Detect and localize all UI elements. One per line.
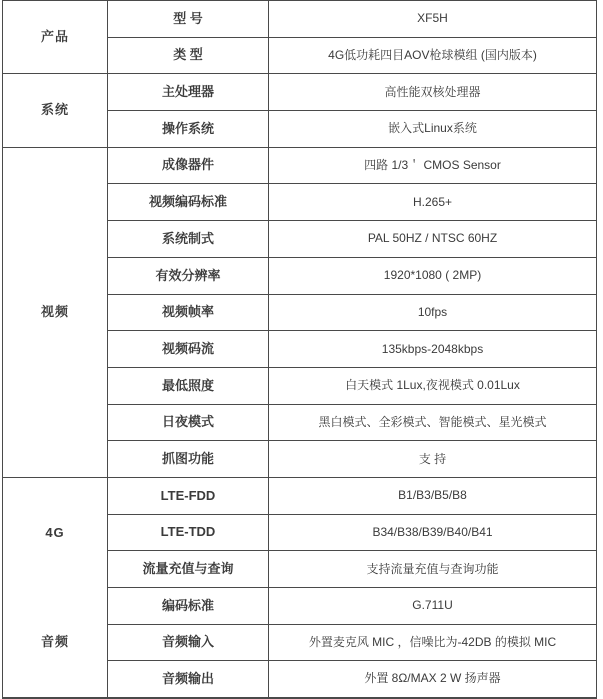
table-row [3, 74, 597, 111]
category-cell-video: 视频 [3, 147, 108, 477]
spec-table-body [3, 1, 597, 698]
spec-label: 类 型 [108, 37, 269, 74]
spec-value: 高性能双核处理器 [269, 74, 597, 111]
spec-value: B1/B3/B5/B8 [269, 477, 597, 514]
spec-label: 视频编码标准 [108, 184, 269, 221]
spec-label: 成像器件 [108, 147, 269, 184]
spec-value: 外置 8Ω/MAX 2 W 扬声器 [269, 661, 597, 698]
spec-value: XF5H [269, 1, 597, 38]
spec-value: 支持流量充值与查询功能 [269, 551, 597, 588]
spec-label: 有效分辨率 [108, 257, 269, 294]
spec-label: 视频码流 [108, 331, 269, 368]
spec-value: 135kbps-2048kbps [269, 331, 597, 368]
spec-label: 型 号 [108, 1, 269, 38]
spec-value: PAL 50HZ / NTSC 60HZ [269, 221, 597, 258]
spec-value: G.711U [269, 588, 597, 625]
category-cell-audio: 音频 [3, 588, 108, 698]
spec-label: LTE-TDD [108, 514, 269, 551]
spec-value: H.265+ [269, 184, 597, 221]
table-row [3, 477, 597, 514]
spec-label: 抓图功能 [108, 441, 269, 478]
spec-label: 编码标准 [108, 588, 269, 625]
category-cell-4g: 4G [3, 477, 108, 587]
spec-label: 音频输出 [108, 661, 269, 698]
spec-label: 音频输入 [108, 624, 269, 661]
spec-value: B34/B38/B39/B40/B41 [269, 514, 597, 551]
spec-label: 最低照度 [108, 367, 269, 404]
category-cell-system: 系统 [3, 74, 108, 147]
category-cell-product: 产品 [3, 1, 108, 74]
spec-label: 主处理器 [108, 74, 269, 111]
spec-table [2, 0, 597, 699]
spec-value: 10fps [269, 294, 597, 331]
table-row [3, 1, 597, 38]
spec-value: 四路 1/3＇ CMOS Sensor [269, 147, 597, 184]
spec-value: 黑白模式、全彩模式、智能模式、星光模式 [269, 404, 597, 441]
spec-label: 操作系统 [108, 111, 269, 148]
spec-value: 支 持 [269, 441, 597, 478]
spec-value: 白天模式 1Lux,夜视模式 0.01Lux [269, 367, 597, 404]
table-row [3, 147, 597, 184]
spec-label: 日夜模式 [108, 404, 269, 441]
spec-label: 视频帧率 [108, 294, 269, 331]
spec-label: LTE-FDD [108, 477, 269, 514]
spec-label: 系统制式 [108, 221, 269, 258]
table-row [3, 588, 597, 625]
spec-value: 4G低功耗四目AOV枪球模组 (国内版本) [269, 37, 597, 74]
spec-value: 嵌入式Linux系统 [269, 111, 597, 148]
spec-value: 1920*1080 ( 2MP) [269, 257, 597, 294]
spec-label: 流量充值与查询 [108, 551, 269, 588]
spec-value: 外置麦克风 MIC ，信噪比为-42DB 的模拟 MIC [269, 624, 597, 661]
